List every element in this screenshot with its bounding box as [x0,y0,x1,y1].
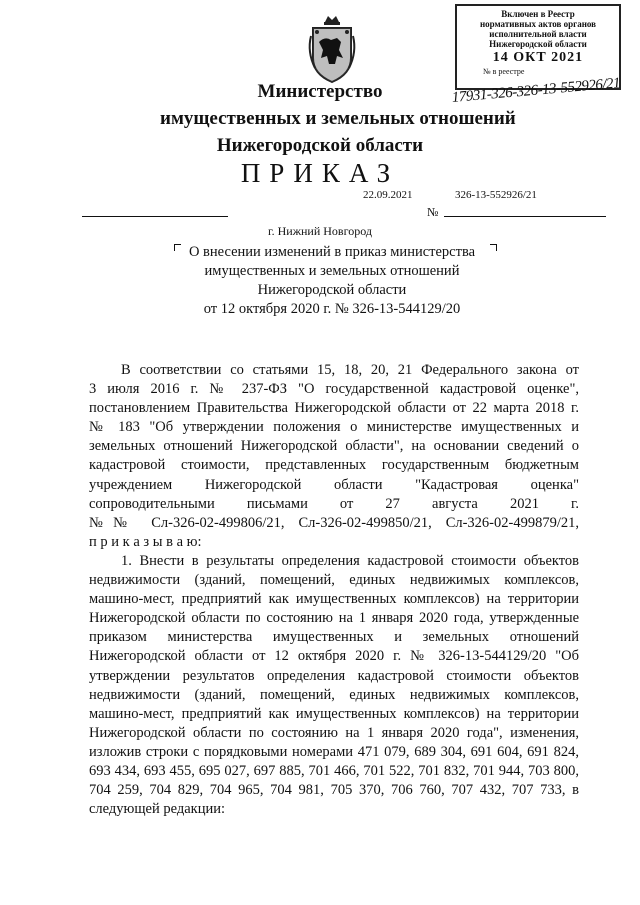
text-line: утверждении результатов определения кадастровой стоимости объектов [89,667,579,684]
ministry-line: имущественных и земельных отношений [160,108,516,129]
text-line: Нижегородской области по состоянию на 1 января 2020 года, утвержденные [89,610,579,627]
subject-line: Нижегородской области [257,282,407,298]
subject-corner-left [174,244,181,251]
text-line: сопроводительными письмами от 27 августа 2021 г. [89,495,579,512]
subject-line: О внесении изменений в приказ министерства [188,244,476,260]
text-line: машино-мест, предприятий как имущественных комплексов) на территории [89,591,579,608]
handwritten-registry-number: 17931-326-326-13-552926/21 [451,75,621,106]
text-line: В соответствии со статьями 15, 18, 20, 21 Федерального закона от [121,362,579,378]
date-underline [82,216,228,217]
text-line: 3 июля 2016 г. № 237-ФЗ "О государственной кадастровой оценке", [89,381,579,398]
text-line: недвижимости (зданий, помещений, единых недвижимых комплексов, [89,686,579,703]
text-line: № 183 "Об утверждении положения о министерстве имущественных и [89,419,579,436]
text-line: Нижегородской области по состоянию на 1 января 2020 года", изменения, [89,724,579,741]
text-line: следующей редакции: [89,801,226,818]
text-line: недвижимости (зданий, помещений, единых недвижимых комплексов, [89,572,579,589]
text-line: учреждением Нижегородской области "Кадастровая оценка" [89,476,579,493]
stamp-date: 14 ОКТ 2021 [492,50,584,65]
number-sign: № [427,205,439,219]
city: г. Нижний Новгород [268,224,372,238]
text-line: 693 434, 693 455, 695 027, 697 885, 701 466, 701 522, 701 832, 701 944, 703 800, [89,762,579,779]
ministry-line: Нижегородской области [216,135,424,156]
paragraph-item-1 [89,552,579,819]
text-line: приказом министерства имущественных и земельных отношений [89,629,579,646]
stamp-line: Включен в Реестр [501,9,575,19]
stamp-line: Нижегородской области [489,39,587,49]
text-line: Нижегородской области от 12 октября 2020 г. № 326-13-544129/20 "Об [89,648,579,665]
text-line: кадастровой стоимости, представленных государственным бюджетным [89,457,579,474]
subject-corner-right [490,244,497,251]
ministry-name [160,78,516,159]
stamp-registry-label: № в реестре [483,67,525,76]
paragraph-preamble [89,361,579,552]
subject-line: имущественных и земельных отношений [204,263,460,279]
order-number: 326-13-552926/21 [455,189,537,201]
order-date: 22.09.2021 [363,189,413,201]
document-type-title: ПРИКАЗ [240,158,400,188]
text-line: 704 259, 704 829, 704 965, 704 981, 705 370, 706 760, 707 432, 707 733, в [89,782,579,799]
text-line: постановлением Правительства Нижегородской области от 22 марта 2018 г. [89,400,579,417]
stamp-line: исполнительной власти [489,29,587,39]
coat-of-arms-icon [305,12,359,84]
text-line: машино-мест, предприятий как имущественных комплексов) на территории [89,705,579,722]
text-line: п р и к а з ы в а ю: [89,533,202,550]
subject-line: от 12 октября 2020 г. № 326-13-544129/20 [203,301,461,317]
number-underline [444,216,606,217]
text-line: изложив строки с порядковыми номерами 471 079, 689 304, 691 604, 691 824, [89,743,579,760]
order-subject [182,243,482,319]
text-line: земельных отношений Нижегородской области", на основании сведений о [89,438,579,455]
text-line: №№ Сл-326-02-499806/21, Сл-326-02-499850/21, Сл-326-02-499879/21, [89,514,579,531]
ministry-line: Министерство [257,81,383,102]
text-line: 1. Внести в результаты определения кадастровой стоимости объектов [121,552,579,569]
stamp-line: нормативных актов органов [479,19,597,29]
order-body [89,361,579,819]
